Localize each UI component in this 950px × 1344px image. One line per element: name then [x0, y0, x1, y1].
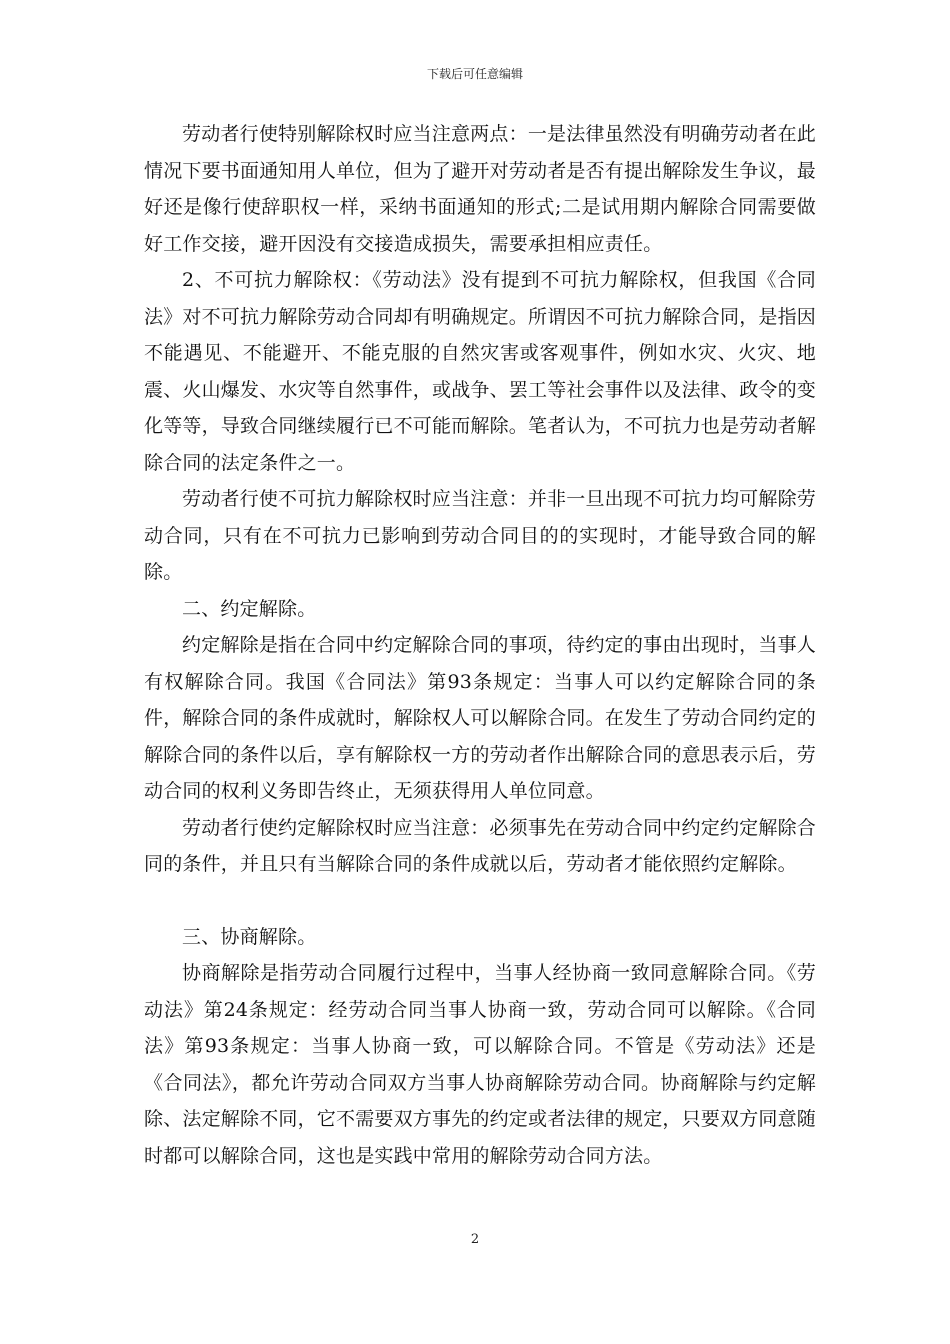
paragraph-negotiated-termination: 协商解除是指劳动合同履行过程中，当事人经协商一致同意解除合同。《劳动法》第24条规定：经劳动合同当事人协商一致，劳动合同可以解除。《合同法》第93条规定：当事人协商一致，可以解除合同。不管是《劳动法》还是《合同法》，都允许劳动合同双方当事人协商解除劳动合同。协商解除与约定解除、法定解除不同，它不需要双方事先的约定或者法律的规定，只要双方同意随时都可以解除合同，这也是实践中常用的解除劳动合同方法。	[144, 962, 817, 1167]
paragraph-force-majeure-notes: 劳动者行使不可抗力解除权时应当注意：并非一旦出现不可抗力均可解除劳动合同，只有在不可抗力已影响到劳动合同目的的实现时，才能导致合同的解除。	[144, 488, 816, 583]
paragraph-force-majeure-right: 2、不可抗力解除权：《劳动法》没有提到不可抗力解除权，但我国《合同法》对不可抗力解除劳动合同却有明确规定。所谓因不可抗力解除合同，是指因不能遇见、不能避开、不能克服的自然灾害或客观事件，例如水灾、火灾、地震、火山爆发、水灾等自然事件，或战争、罢工等社会事件以及法律、政令的变化等等，导致合同继续履行已不可能而解除。笔者认为，不可抗力也是劳动者解除合同的法定条件之一。	[144, 269, 817, 474]
document-body	[144, 116, 816, 1174]
paragraph-agreed-termination: 约定解除是指在合同中约定解除合同的事项，待约定的事由出现时，当事人有权解除合同。我国《合同法》第93条规定：当事人可以约定解除合同的条件，解除合同的条件成就时，解除权人可以解除合同。在发生了劳动合同约定的解除合同的条件以后，享有解除权一方的劳动者作出解除合同的意思表示后，劳动合同的权利义务即告终止，无须获得用人单位同意。	[144, 634, 817, 802]
paragraph-agreed-termination-notes: 劳动者行使约定解除权时应当注意：必须事先在劳动合同中约定约定解除合同的条件，并且只有当解除合同的条件成就以后，劳动者才能依照约定解除。	[144, 816, 816, 875]
page-header: 下载后可任意编辑	[426, 67, 523, 81]
page-number: 2	[470, 1232, 480, 1247]
section-heading-agreed-termination: 二、约定解除。	[182, 597, 317, 620]
paragraph-special-termination-notes: 劳动者行使特别解除权时应当注意两点：一是法律虽然没有明确劳动者在此情况下要书面通知用人单位，但为了避开对劳动者是否有提出解除发生争议，最好还是像行使辞职权一样，采纳书面通知的形式;二是试用期内解除合同需要做好工作交接，避开因没有交接造成损失，需要承担相应责任。	[144, 123, 817, 255]
section-heading-negotiated-termination: 三、协商解除。	[182, 925, 317, 948]
